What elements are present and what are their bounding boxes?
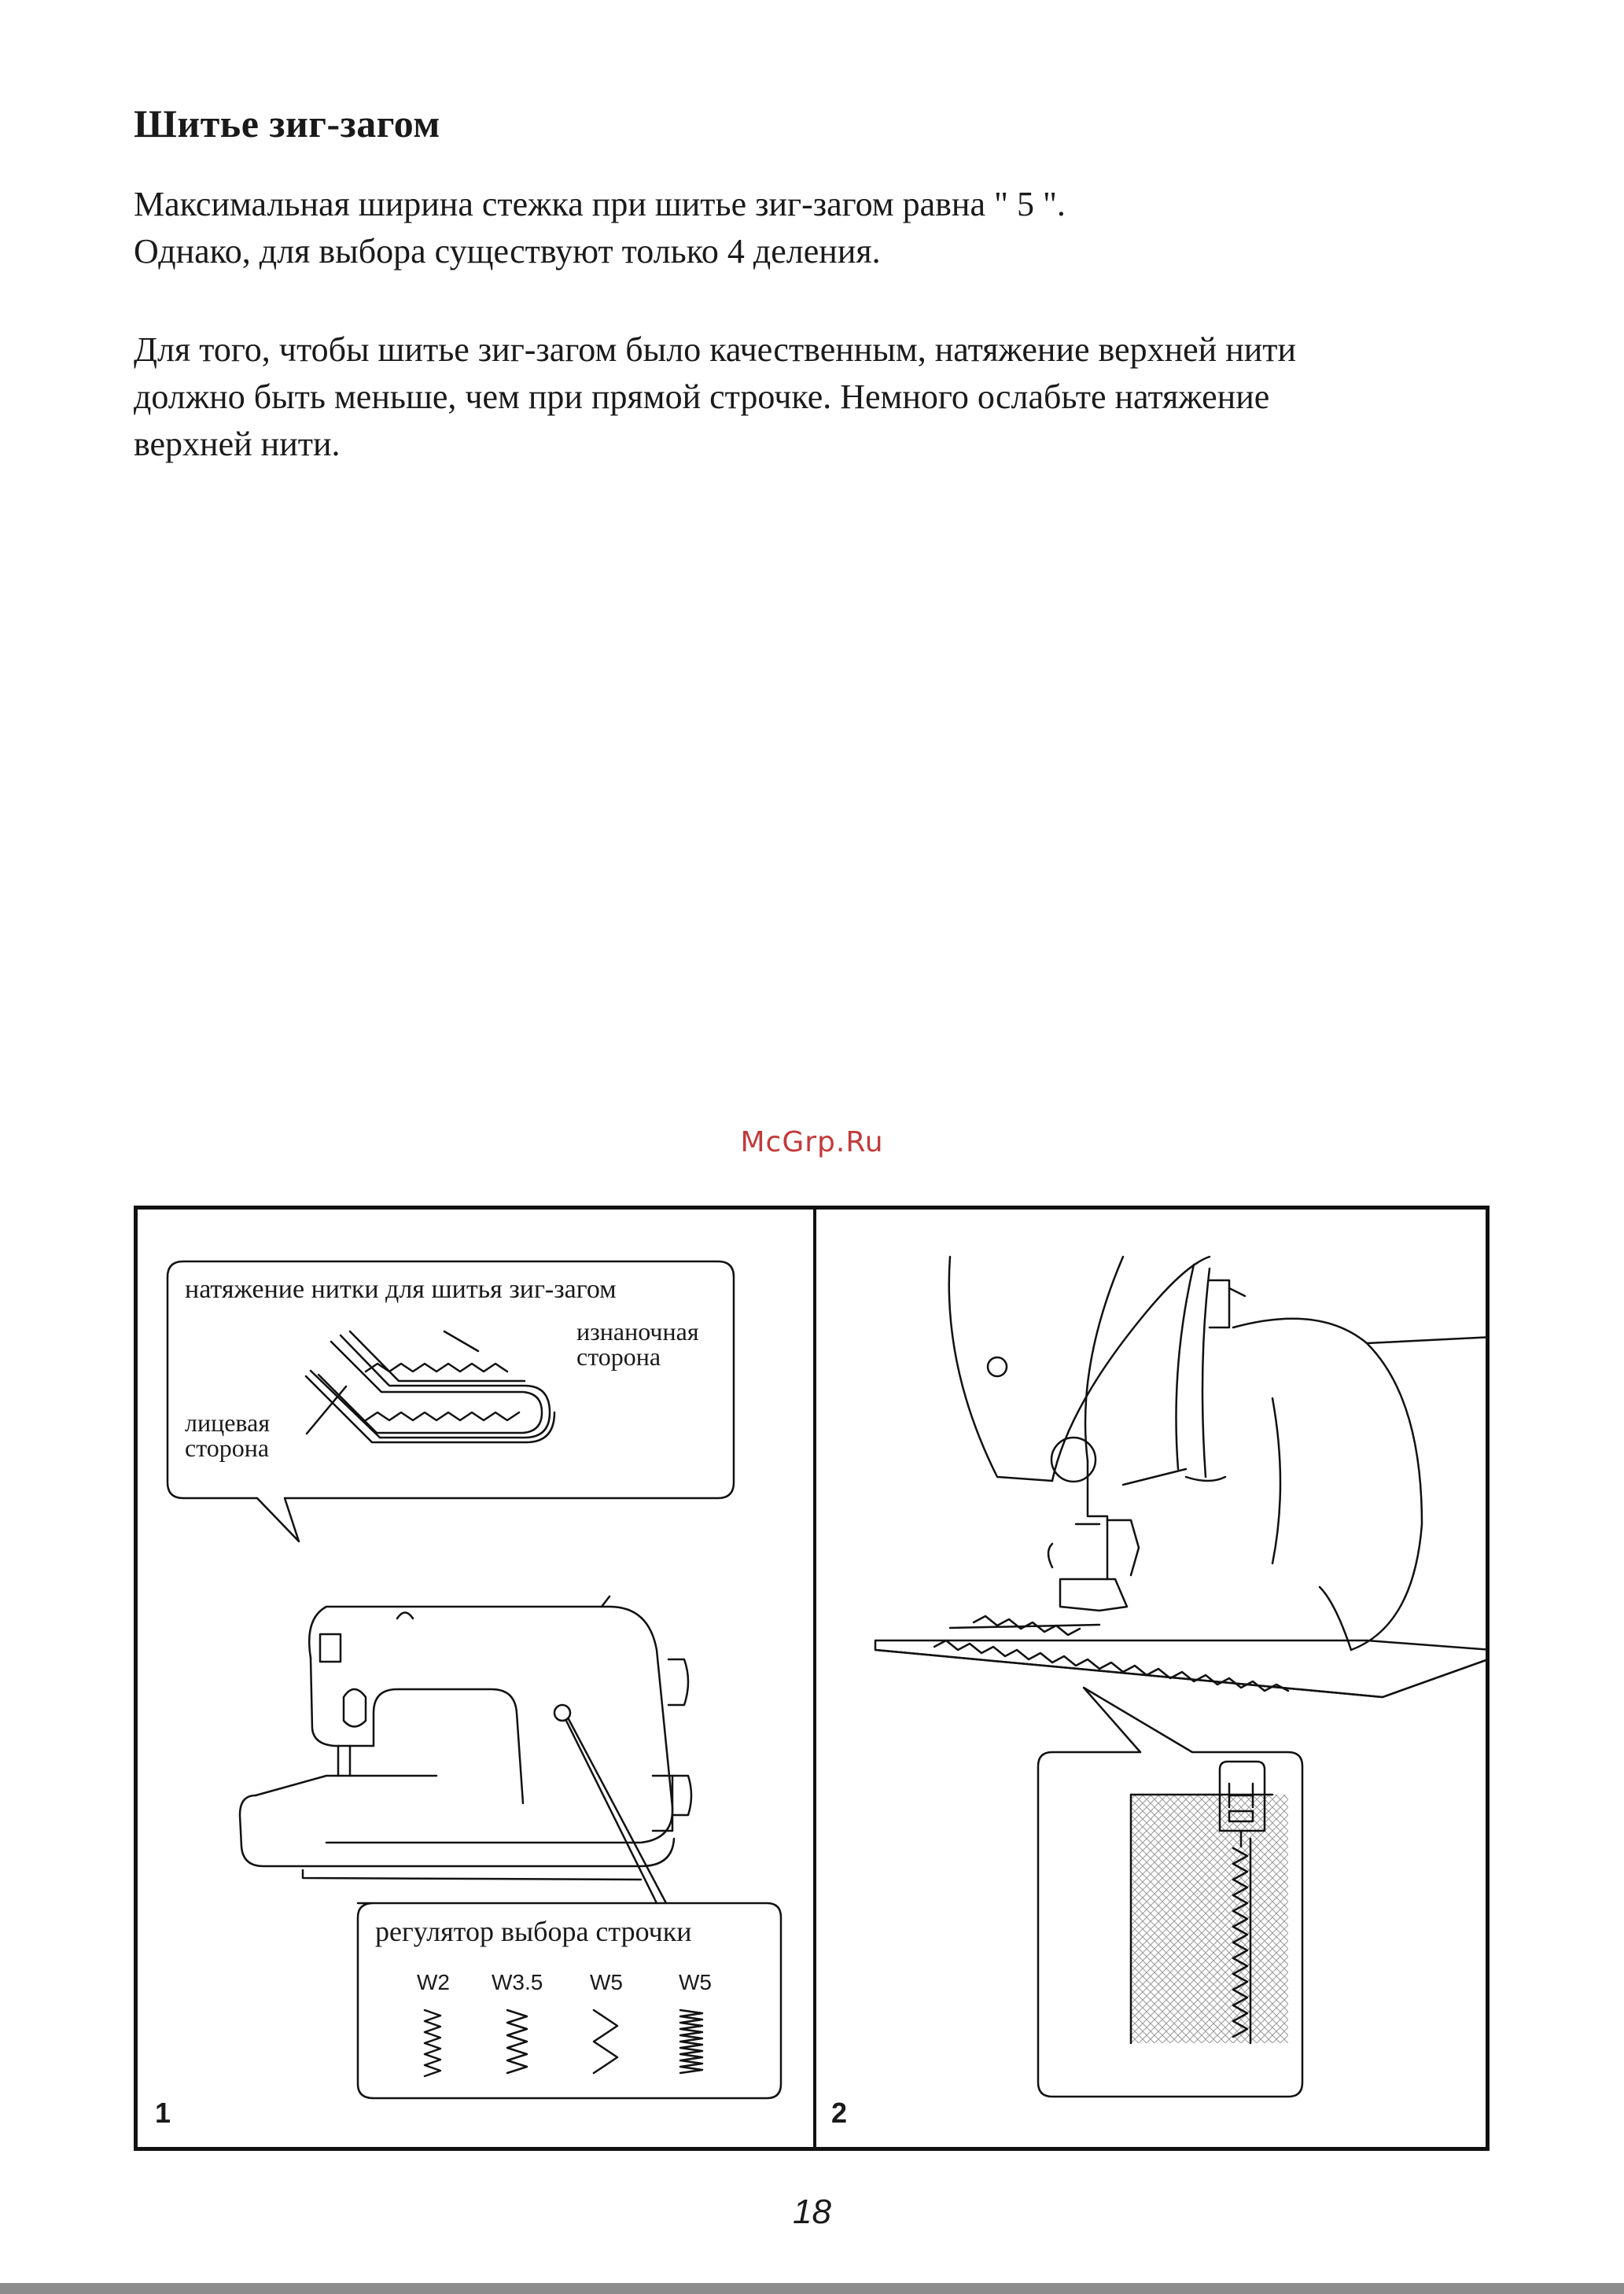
- wrong-side-label-line1: изнаночная: [576, 1317, 699, 1346]
- figure-2-illustration: [816, 1210, 1486, 2147]
- stitch-sample-w35: [507, 2010, 527, 2073]
- paragraph-line: должно быть меньше, чем при прямой строчке. Немного ослабьте натяжение: [134, 377, 1270, 416]
- figure-1-number: 1: [155, 2097, 171, 2129]
- stitch-setting-label: W3.5: [492, 1970, 543, 1994]
- stitch-sample-w5-dense: [680, 2010, 702, 2073]
- fabric-fold-illustration: [306, 1331, 554, 1442]
- stitch-sample-w5-wide: [594, 2010, 617, 2073]
- section-heading: Шитье зиг-загом: [134, 101, 440, 145]
- stitch-sample-w2: [425, 2010, 440, 2076]
- bottom-rule: [0, 2283, 1624, 2294]
- figure-1-illustration: [138, 1210, 813, 2147]
- paragraph-line: Для того, чтобы шитье зиг-загом было качественным, натяжение верхней нити: [134, 330, 1297, 369]
- tension-callout-title: натяжение нитки для шитья зиг-загом: [185, 1275, 617, 1304]
- stitch-selector-title: регулятор выбора строчки: [375, 1916, 692, 1947]
- machine-head-closeup: [949, 1257, 1486, 1650]
- paragraph-line: Максимальная ширина стежка при шитье зиг-загом равна " 5 ".: [134, 185, 1066, 223]
- paragraph-line: Однако, для выбора существуют только 4 деления.: [134, 232, 881, 271]
- figure-frame: [134, 1206, 1490, 2151]
- right-side-label-line1: лицевая: [185, 1408, 271, 1437]
- stitch-setting-label: W5: [590, 1970, 623, 1994]
- page-number: 18: [793, 2193, 831, 2231]
- paragraph-line: верхней нити.: [134, 425, 341, 463]
- right-side-label-line2: сторона: [185, 1434, 270, 1462]
- wrong-side-label-line2: сторона: [576, 1342, 661, 1371]
- fabric-strip: [875, 1640, 1486, 1697]
- paragraph-stitch-width: [134, 181, 1066, 275]
- figure-2-number: 2: [831, 2097, 848, 2129]
- paragraph-tension: [134, 326, 1296, 468]
- stitch-setting-label: W5: [679, 1970, 712, 1994]
- zigzag-seam: [934, 1640, 1288, 1691]
- watermark: McGrp.Ru: [740, 1126, 884, 1158]
- stitch-setting-label: W2: [417, 1970, 450, 1994]
